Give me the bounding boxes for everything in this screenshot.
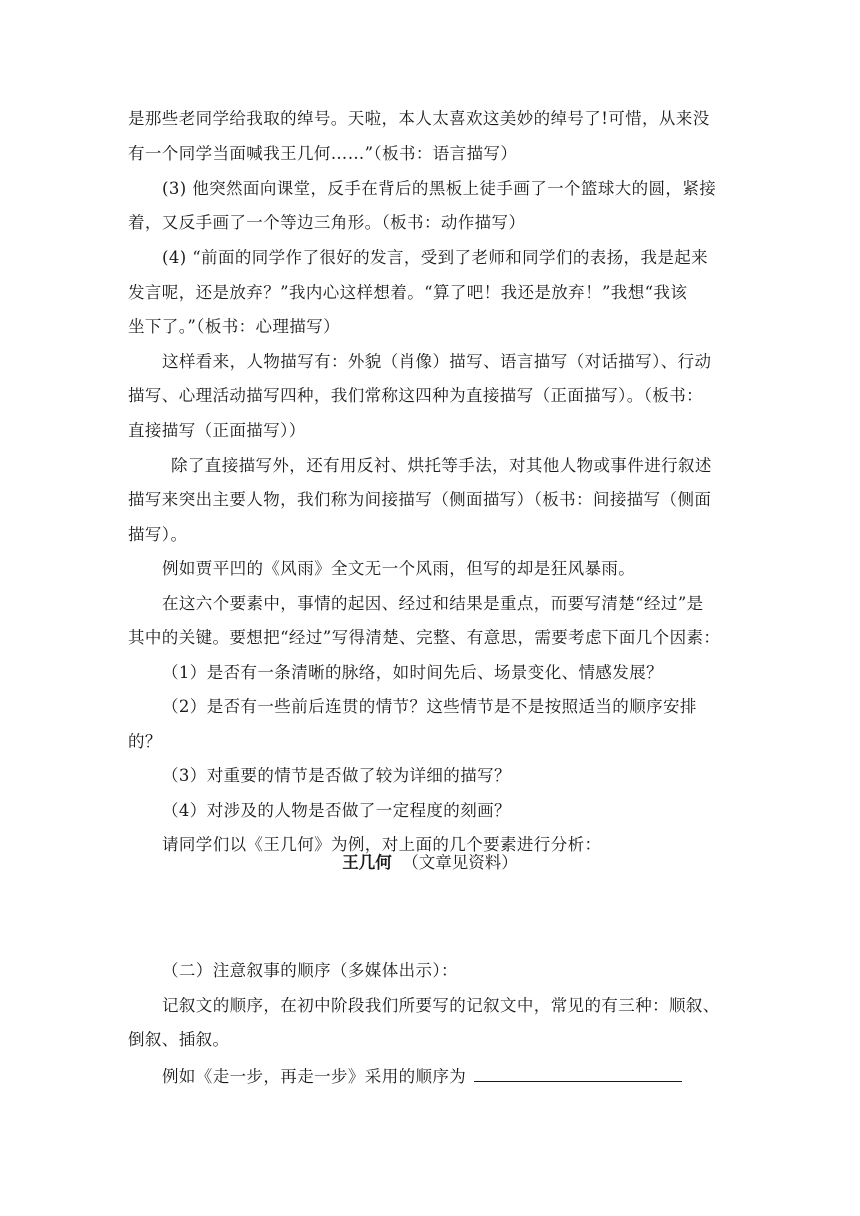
section-heading: （二）注意叙事的顺序（多媒体出示）： <box>162 961 458 980</box>
question-line <box>162 1065 682 1087</box>
text-line: （3）对重要的情节是否做了较为详细的描写？ <box>162 766 511 785</box>
text-line: 描写、心理活动描写四种，我们常称这四种为直接描写（正面描写）。（板书： <box>128 386 703 405</box>
text-line: 有一个同学当面喊我王几何……”（板书：语言描写） <box>128 144 518 163</box>
article-title <box>0 853 860 873</box>
text-line: (3) 他突然面向课堂，反手在背后的黑板上徒手画了一个篮球大的圆，紧接 <box>162 179 717 198</box>
text-line: 其中的关键。要想把“经过”写得清楚、完整、有意思，需要考虑下面几个因素： <box>128 628 721 647</box>
text-line: 描写来突出主要人物，我们称为间接描写（侧面描写）（板书：间接描写（侧面 <box>128 490 712 509</box>
text-line: 着，又反手画了一个等边三角形。（板书：动作描写） <box>128 213 526 232</box>
text-line: 是那些老同学给我取的绰号。天啦，本人太喜欢这美妙的绰号了!可惜，从来没 <box>128 109 710 128</box>
article-title-text: 王几何 <box>342 853 392 872</box>
text-line: 倒叙、插叙。 <box>128 1030 230 1049</box>
text-line: (4) “前面的同学作了很好的发言，受到了老师和同学们的表扬，我是起来 <box>162 248 709 267</box>
question-text: 例如《走一步，再走一步》采用的顺序为 <box>162 1067 467 1086</box>
text-line: 记叙文的顺序，在初中阶段我们所要写的记叙文中，常见的有三种：顺叙、 <box>162 996 720 1015</box>
text-line: 的？ <box>128 732 162 751</box>
text-line: 发言呢，还是放弃？”我内心这样想着。“算了吧！我还是放弃！”我想“我该 <box>128 283 688 302</box>
text-line: 例如贾平凹的《风雨》全文无一个风雨，但写的却是狂风暴雨。 <box>162 559 636 578</box>
article-title-note: （文章见资料） <box>402 853 518 872</box>
text-line: 描写）。 <box>128 525 188 544</box>
text-line: 在这六个要素中，事情的起因、经过和结果是重点，而要写清楚“经过”是 <box>162 594 704 613</box>
answer-blank[interactable] <box>474 1065 682 1082</box>
text-line: 直接描写（正面描写）） <box>128 421 306 440</box>
text-line: （1）是否有一条清晰的脉络，如时间先后、场景变化、情感发展？ <box>162 663 663 682</box>
text-line: （4）对涉及的人物是否做了一定程度的刻画？ <box>162 801 511 820</box>
text-line: 坐下了。”（板书：心理描写） <box>128 317 341 336</box>
text-line: 除了直接描写外，还有用反衬、烘托等手法，对其他人物或事件进行叙述 <box>171 456 712 475</box>
text-line: 这样看来，人物描写有：外貌（肖像）描写、语言描写（对话描写）、行动 <box>162 352 712 371</box>
text-line: （2）是否有一些前后连贯的情节？这些情节是不是按照适当的顺序安排 <box>162 697 697 716</box>
text-line: 请同学们以《王几何》为例，对上面的几个要素进行分析： <box>162 835 602 854</box>
